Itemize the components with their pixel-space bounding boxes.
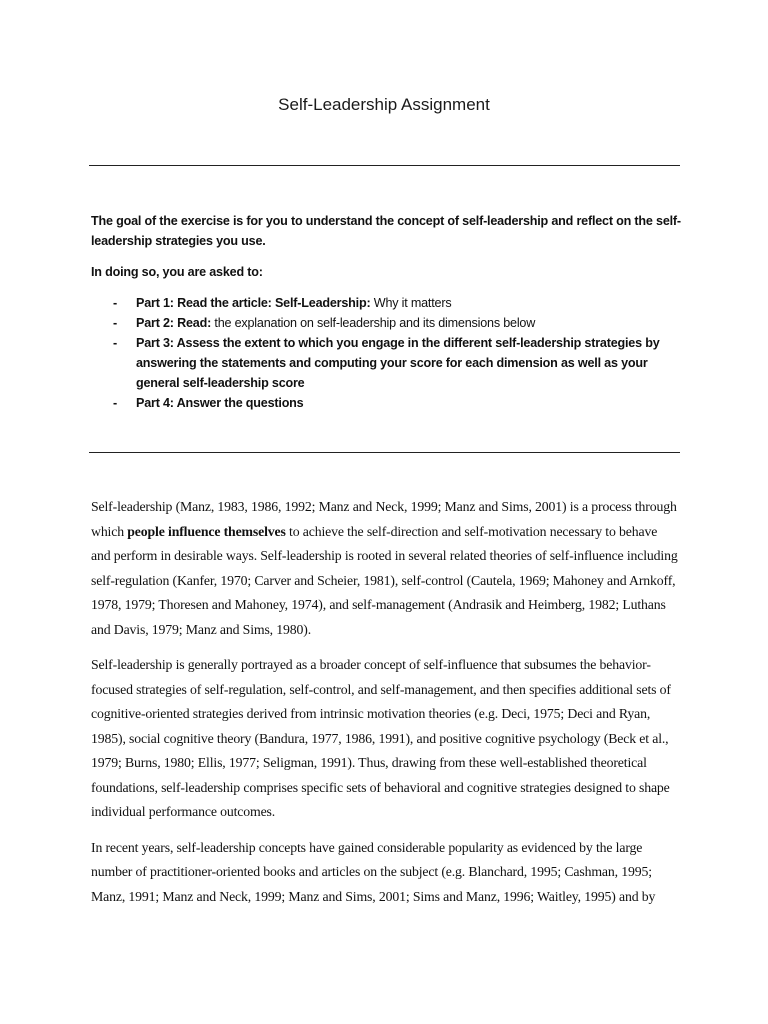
list-item	[91, 393, 681, 413]
page-title: Self-Leadership Assignment	[278, 95, 490, 114]
paragraph: Self-leadership is generally portrayed as a broader concept of self-influence that subsumes the behavior-focused strategies of self-regulation, self-control, and self-management, and then specifies additional sets of cognitive-oriented strategies derived from intrinsic motivation theories (e.g. Deci, 1975; Deci and Ryan, 1985), social cognitive theory (Bandura, 1977, 1986, 1991), and positive cognitive psychology (Beck et al., 1979; Burns, 1980; Ellis, 1977; Seligman, 1991). Thus, drawing from these well-established theoretical foundations, self-leadership comprises specific sets of behavioral and cognitive strategies designed to shape individual performance outcomes.	[91, 657, 671, 819]
parts-list	[91, 293, 681, 413]
paragraph	[91, 495, 679, 642]
instructions-block	[91, 211, 681, 413]
list-dash: -	[113, 316, 117, 330]
part-rest: Why it matters	[370, 296, 452, 310]
part-label: Part 4: Answer the questions	[136, 396, 304, 410]
list-item	[91, 293, 681, 313]
list-dash: -	[113, 396, 117, 410]
list-item	[91, 313, 681, 333]
divider-top	[89, 165, 680, 166]
list-dash: -	[113, 336, 117, 350]
asked-statement: In doing so, you are asked to:	[91, 265, 263, 279]
part-label: Part 1: Read the article: Self-Leadership:	[136, 296, 371, 310]
divider-bottom	[89, 452, 680, 453]
paragraph: In recent years, self-leadership concepts have gained considerable popularity as evidenced by the large number of practitioner-oriented books and articles on the subject (e.g. Blanchard, 1995; Cashman, 1995; Manz, 1991; Manz and Neck, 1999; Manz and Sims, 2001; Sims and Manz, 1996; Waitley, 1995) and by	[91, 839, 656, 904]
part-label: Part 3: Assess the extent to which you engage in the different self-leadership strategies by answering the statements and computing your score for each dimension as well as your general self-leadership score	[136, 336, 660, 390]
paragraph-text: Self-leadership (Manz, 1983, 1986, 1992; Manz and Neck, 1999; Manz and Sims, 2001) is a process through which	[91, 499, 677, 539]
part-rest: the explanation on self-leadership and its dimensions below	[211, 316, 536, 330]
goal-statement: The goal of the exercise is for you to understand the concept of self-leadership and reflect on the self-leadership strategies you use.	[91, 214, 681, 248]
body-text	[91, 495, 679, 920]
part-label: Part 2: Read:	[136, 316, 212, 330]
list-item	[91, 333, 681, 393]
emphasis-text: people influence themselves	[127, 523, 286, 539]
paragraph-text: to achieve the self-direction and self-motivation necessary to behave and perform in desirable ways. Self-leadership is rooted in several related theories of self-influence including self-regulation (Kanfer, 1970; Carver and Scheier, 1981), self-control (Cautela, 1969; Mahoney and Arnkoff, 1978, 1979; Thoresen and Mahoney, 1974), and self-management (Andrasik and Heimberg, 1982; Luthans and Davis, 1979; Manz and Sims, 1980).	[91, 523, 678, 637]
list-dash: -	[113, 296, 117, 310]
